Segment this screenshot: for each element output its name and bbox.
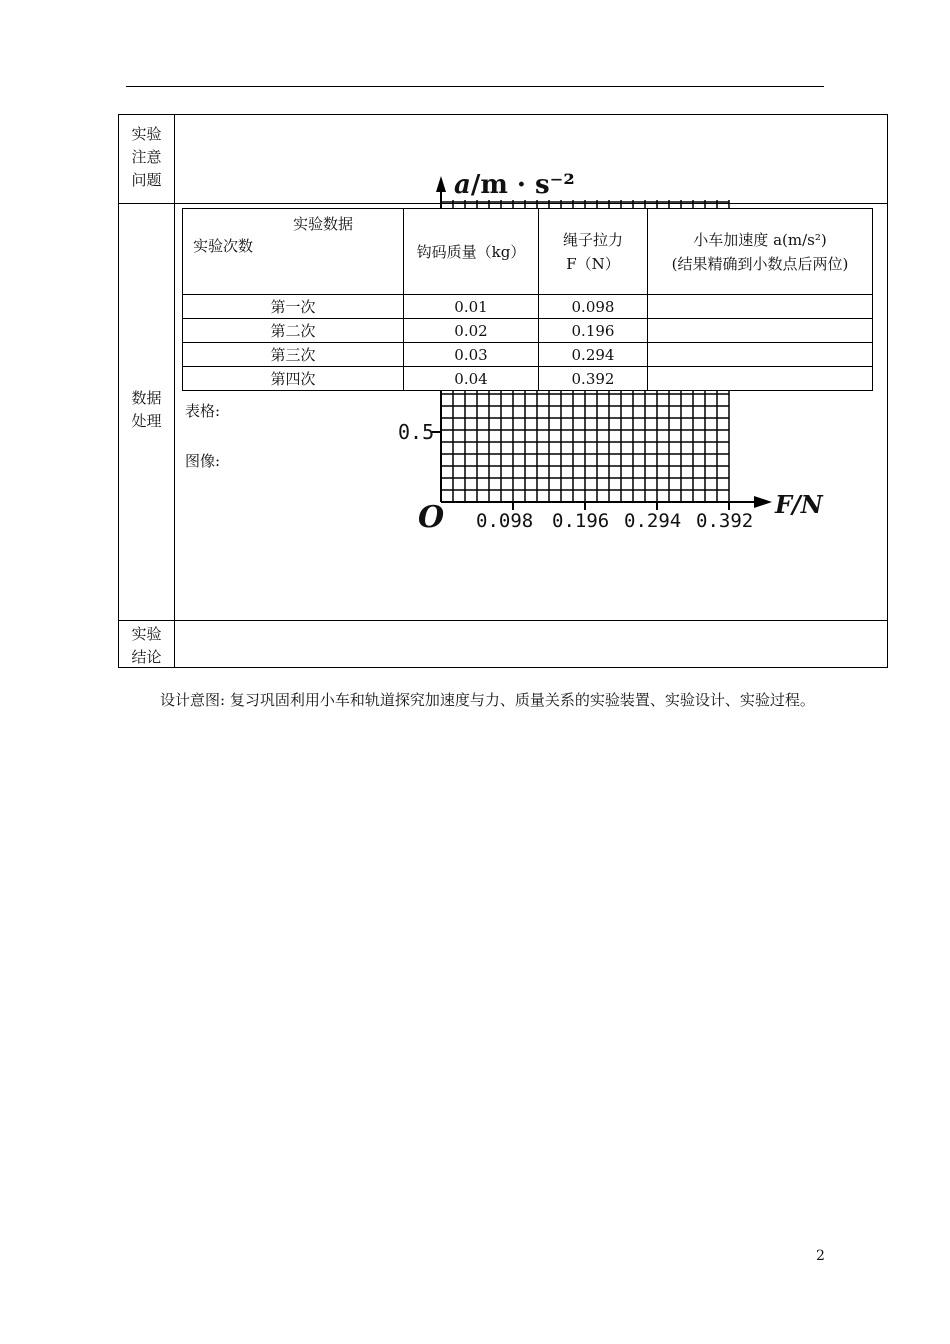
- table-header-row: [183, 209, 873, 295]
- table-row: [183, 295, 873, 319]
- trial-cell: 第四次: [183, 367, 404, 391]
- notes-label: 实验 注意 问题: [131, 125, 162, 189]
- acceleration-cell[interactable]: [648, 319, 873, 343]
- mass-cell: 0.01: [404, 295, 539, 319]
- force-cell: 0.294: [539, 343, 648, 367]
- x-tick-label: 0.196: [552, 510, 610, 532]
- acceleration-cell[interactable]: [648, 295, 873, 319]
- data-processing-label: 数据 处理: [131, 389, 162, 430]
- y-tick-label: 0.5: [398, 420, 435, 444]
- force-cell: 0.098: [539, 295, 648, 319]
- header-force: 绳子拉力 F（N）: [539, 209, 648, 295]
- column-divider: [174, 115, 175, 667]
- force-cell: 0.392: [539, 367, 648, 391]
- trial-cell: 第一次: [183, 295, 404, 319]
- x-tick-label: 0.294: [624, 510, 682, 532]
- page-number: 2: [816, 1248, 825, 1264]
- header-trial-number: 实验次数: [193, 237, 254, 255]
- acceleration-cell[interactable]: [648, 343, 873, 367]
- x-axis-label: F/N: [775, 490, 823, 519]
- diagonal-header-cell: [183, 209, 404, 295]
- x-tick-label: 0.392: [696, 510, 754, 532]
- origin-label: O: [418, 500, 445, 535]
- force-cell: 0.196: [539, 319, 648, 343]
- trial-cell: 第三次: [183, 343, 404, 367]
- table-row: [183, 367, 873, 391]
- header-mass: 钩码质量（kg）: [404, 209, 539, 295]
- data-table: [182, 208, 873, 391]
- x-tick-label: 0.098: [476, 510, 534, 532]
- conclusion-label: 实验 结论: [131, 625, 162, 666]
- image-label: 图像:: [185, 452, 221, 470]
- trial-cell: 第二次: [183, 319, 404, 343]
- table-row: [183, 343, 873, 367]
- table-row: [183, 319, 873, 343]
- table-label: 表格:: [185, 402, 221, 420]
- mass-cell: 0.04: [404, 367, 539, 391]
- x-axis-arrow-icon: [754, 496, 772, 508]
- acceleration-cell[interactable]: [648, 367, 873, 391]
- header-rule: [126, 86, 824, 87]
- header-experiment-data: 实验数据: [293, 215, 354, 233]
- mass-cell: 0.02: [404, 319, 539, 343]
- header-acceleration: 小车加速度 a(m/s²) (结果精确到小数点后两位): [648, 209, 873, 295]
- design-intent: 设计意图: 复习巩固利用小车和轨道探究加速度与力、质量关系的实验装置、实验设计、实验过程。: [160, 691, 815, 709]
- y-axis-arrow-icon: [436, 176, 446, 192]
- mass-cell: 0.03: [404, 343, 539, 367]
- y-axis-label: a/m · s⁻²: [454, 170, 575, 200]
- row-divider: [119, 620, 887, 621]
